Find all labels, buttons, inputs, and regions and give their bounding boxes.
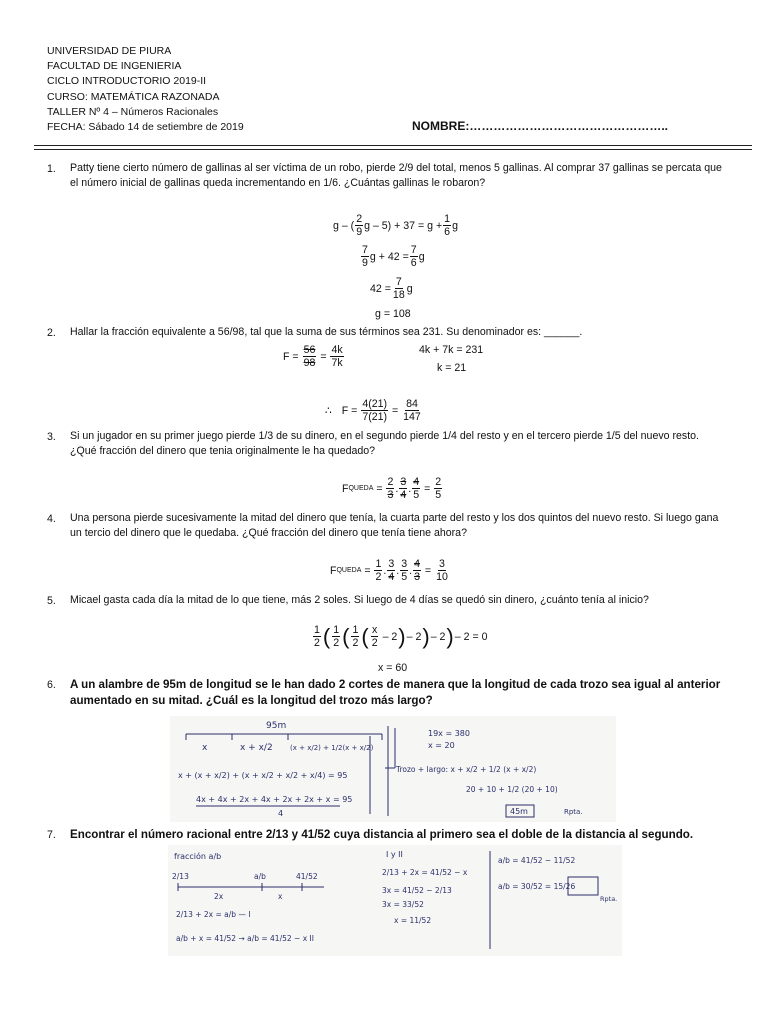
q6-result-3: Trozo + largo: x + x/2 + 1/2 (x + x/2): [396, 765, 537, 774]
faculty-name: FACULTAD DE INGENIERIA: [47, 60, 182, 73]
q6-rpta-label: Rpta.: [564, 808, 583, 816]
q7-left-bound: 2/13: [172, 872, 189, 881]
header-divider-bottom: [34, 149, 752, 150]
q7-title: fracción a/b: [174, 852, 222, 861]
q6-result-1: 19x = 380: [428, 729, 470, 738]
question-6-number: 6.: [47, 679, 56, 691]
q6-piece-1: x: [202, 743, 208, 753]
q4-equation: F QUEDA = $\frac{1}{2}$ . $\frac{3}{4}$ . $\frac{3}{5}$ . $\frac{4}{3}$ = $\frac{3}{10}$: [330, 558, 448, 583]
q1-equation-1: g – ( $\frac{2}{9}$ g – 5) + 37 = g + $\frac{1}{6}$ g: [333, 213, 458, 238]
q7-combine-4: x = 11/52: [394, 916, 432, 925]
q7-equation-2: a/b + x = 41/52 → a/b = 41/52 − x II: [176, 934, 314, 943]
q7-scan-image: [168, 845, 622, 956]
q1-result: g = 108: [375, 308, 411, 320]
question-2-text: Hallar la fracción equivalente a 56/98, tal que la suma de sus términos sea 231. Su denominador es: ______.: [70, 326, 583, 338]
question-1-text: Patty tiene cierto número de gallinas al ser víctima de un robo, pierde 2/9 del total, menos 5 gallinas. Al comprar 37 gallinas se percata que el número inicial de gallinas queda incrementando en 1/6. ¿Cuántas gallinas le robaron?: [70, 162, 722, 189]
q7-combine-2: 3x = 41/52 − 2/13: [382, 886, 452, 895]
q7-derive-2: a/b = 30/52 = 15/26: [498, 882, 576, 891]
q7-combine-header: I y II: [386, 850, 403, 859]
question-7-text: Encontrar el número racional entre 2/13 y 41/52 cuya distancia al primero sea el doble de la distancia al segundo.: [70, 828, 694, 841]
question-7-number: 7.: [47, 829, 56, 841]
q6-result-4: 20 + 10 + 1/2 (20 + 10): [466, 785, 558, 794]
q6-piece-2: x + x/2: [240, 743, 273, 753]
q7-derive-1: a/b = 41/52 − 11/52: [498, 856, 576, 865]
q7-combine-1: 2/13 + 2x = 41/52 − x: [382, 868, 468, 877]
question-2-number: 2.: [47, 327, 56, 339]
q2-sum: 4k + 7k = 231: [419, 344, 484, 356]
q7-rpta-label: Rpta.: [600, 895, 618, 903]
question-4-number: 4.: [47, 513, 56, 525]
q5-equation: $\frac{1}{2}$ ( $\frac{1}{2}$ ( $\frac{1}{2}$ ( $\frac{x}{2}$ – 2 ) – 2 ) – 2 ) – 2 = 0: [314, 623, 488, 649]
header-divider-top: [34, 145, 752, 146]
q2-k-value: k = 21: [437, 362, 467, 374]
q7-right-bound: 41/52: [296, 872, 318, 881]
question-3-text: Si un jugador en su primer juego pierde 1/3 de su dinero, en el segundo pierde 1/4 del resto y en el tercero pierde 1/5 del nuevo resto. ¿Qué fracción del dinero que tenia originalmente le ha quedado?: [70, 430, 699, 457]
header-block: [47, 44, 244, 135]
q3-equation: F QUEDA = $\frac{2}{3}$ . $\frac{3}{4}$ . $\frac{4}{5}$ = $\frac{2}{5}$: [342, 476, 442, 501]
q7-handwritten-solution: [168, 845, 622, 956]
q6-answer: 45m: [510, 807, 528, 816]
q7-segment-2: x: [278, 892, 283, 901]
question-3-number: 3.: [47, 431, 56, 443]
workshop-label: TALLER Nº 4 – Números Racionales: [47, 105, 219, 118]
q1-equation-3: 42 = $\frac{7}{18}$ g: [370, 276, 413, 301]
q6-sum-equation: x + (x + x/2) + (x + x/2 + x/2 + x/4) = 95: [178, 771, 348, 780]
cycle-label: CICLO INTRODUCTORIO 2019-II: [47, 75, 207, 88]
question-5-number: 5.: [47, 595, 56, 607]
q7-middle-point: a/b: [254, 872, 266, 881]
name-field: NOMBRE:…………………………………………..: [412, 119, 668, 133]
q6-expanded-equation: 4x + 4x + 2x + 4x + 2x + 2x + x = 95: [196, 795, 353, 804]
question-1-number: 1.: [47, 163, 56, 175]
q6-handwritten-solution: [170, 716, 616, 822]
q7-combine-3: 3x = 33/52: [382, 900, 424, 909]
question-4-text: Una persona pierde sucesivamente la mitad del dinero que tenía, la cuarta parte del resto y los dos quintos del nuevo resto. Si luego gana un tercio del dinero que le quedaba. ¿Qué fracción del dinero que tenía tiene ahora?: [70, 512, 719, 539]
date-label: FECHA: Sábado 14 de setiembre de 2019: [47, 121, 244, 134]
q5-result: x = 60: [378, 662, 408, 674]
course-label: CURSO: MATEMÁTICA RAZONADA: [47, 90, 220, 103]
q7-equation-1: 2/13 + 2x = a/b — I: [176, 910, 251, 919]
q6-piece-3: (x + x/2) + 1/2(x + x/2): [290, 744, 374, 752]
q2-equation-1: F = $\frac{56}{98}$ = $\frac{4k}{7k}$: [283, 344, 343, 369]
q6-result-2: x = 20: [428, 741, 455, 750]
q7-segment-1: 2x: [214, 892, 224, 901]
q6-scan-image: [170, 716, 616, 822]
q6-denominator: 4: [278, 809, 284, 818]
question-5-text: Micael gasta cada día la mitad de lo que tiene, más 2 soles. Si luego de 4 días se quedó sin dinero, ¿cuánto tenía al inicio?: [70, 594, 649, 606]
q1-equation-2: $\frac{7}{9}$ g + 42 = $\frac{7}{6}$ g: [362, 244, 425, 269]
question-6-text: A un alambre de 95m de longitud se le han dado 2 cortes de manera que la longitud de cada trozo sea igual al anterior aumentado en su mitad. ¿Cuál es la longitud del trozo más largo?: [70, 678, 721, 707]
q6-total-length: 95m: [266, 721, 287, 731]
q2-equation-2: ∴ F = $\frac{4(21)}{7(21)}$ = $\frac{84}{147}$: [325, 398, 421, 423]
university-name: UNIVERSIDAD DE PIURA: [47, 45, 172, 57]
